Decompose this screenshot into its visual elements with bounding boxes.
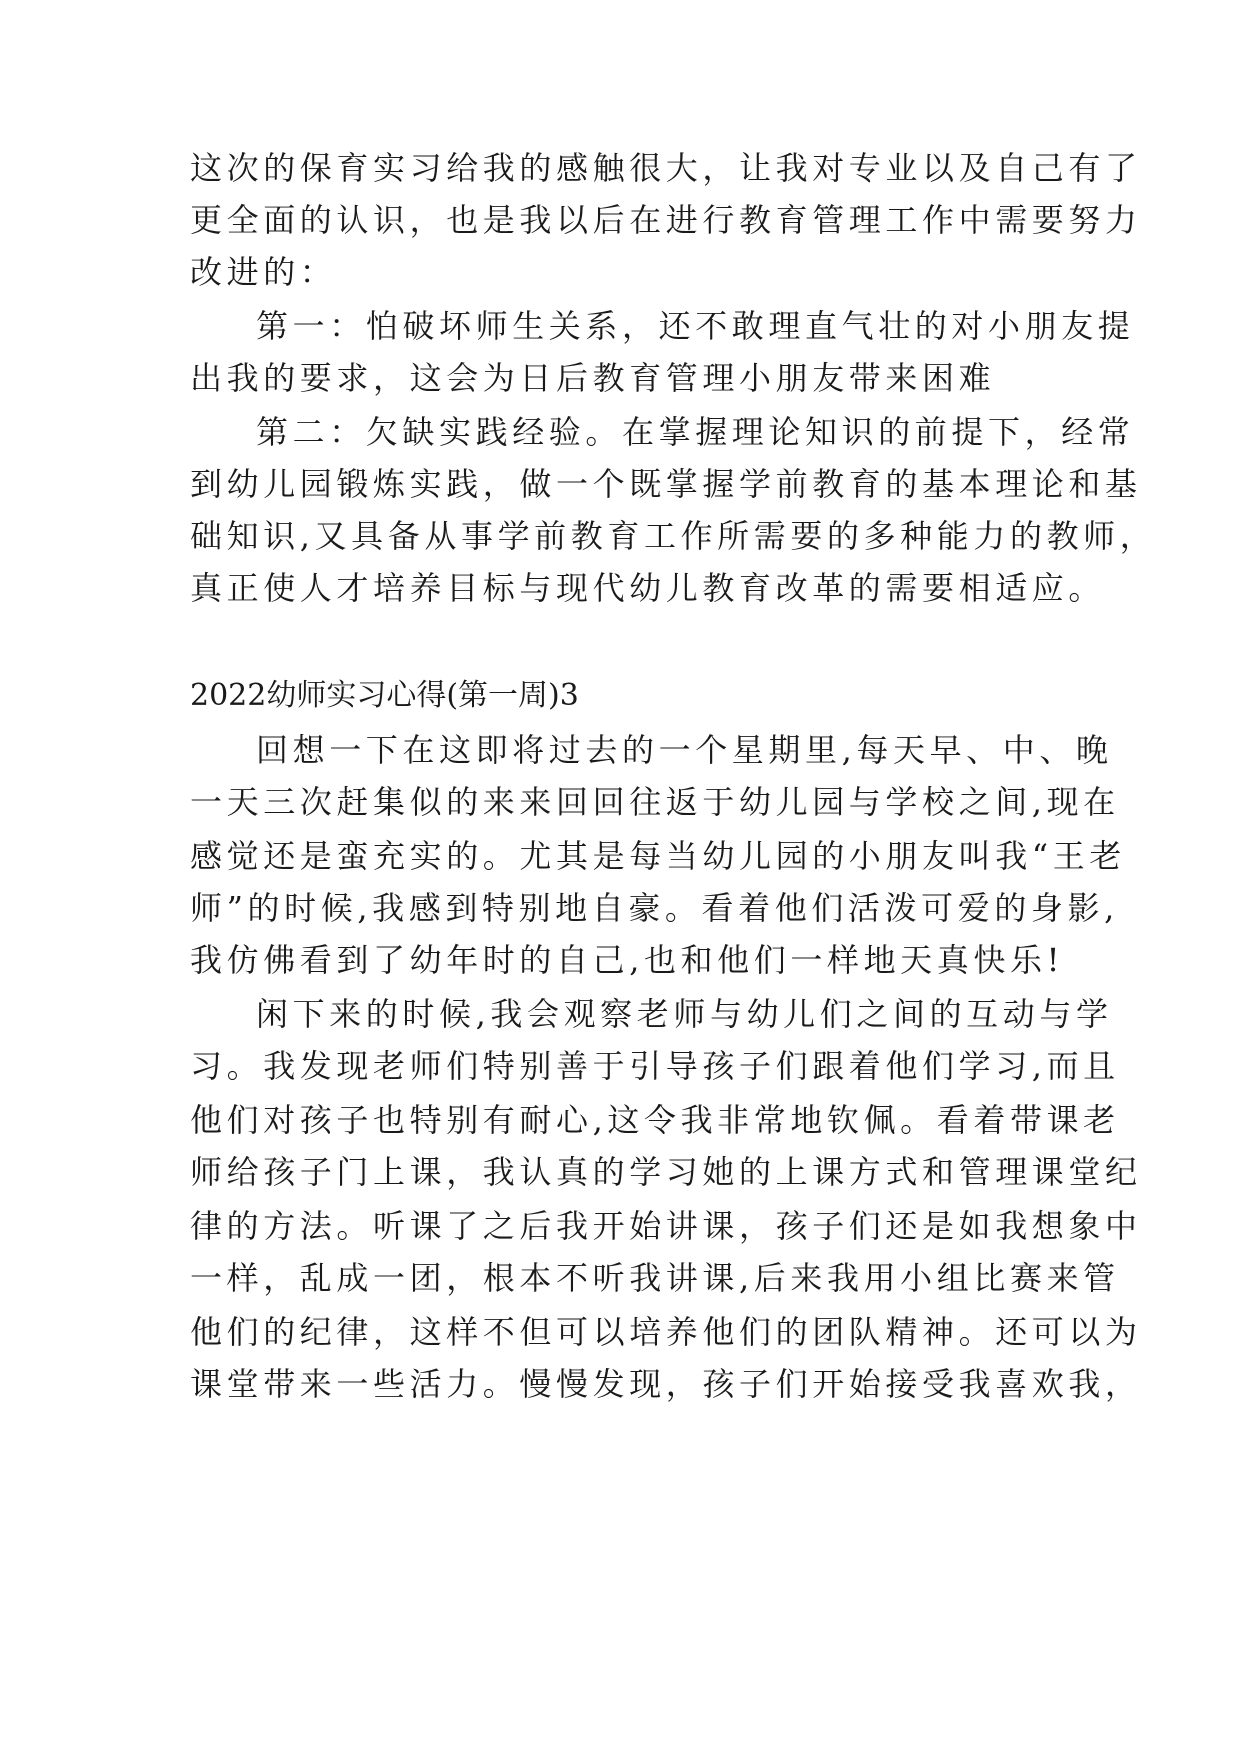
- intro-line-3: 改进的：: [190, 253, 337, 291]
- point1-line-1: 第一：怕破坏师生关系，还不敢理直气壮的对小朋友提: [256, 307, 1135, 345]
- para2-line-3: 他们对孩子也特别有耐心,这令我非常地钦佩。看着带课老: [190, 1101, 1120, 1139]
- point2-line-3: 础知识,又具备从事学前教育工作所需要的多种能力的教师，: [190, 517, 1157, 555]
- para2-line-4: 师给孩子门上课，我认真的学习她的上课方式和管理课堂纪: [190, 1153, 1142, 1191]
- intro-line-1: 这次的保育实习给我的感触很大，让我对专业以及自己有了: [190, 149, 1142, 187]
- para2-line-5: 律的方法。听课了之后我开始讲课，孩子们还是如我想象中: [190, 1207, 1142, 1245]
- para2-line-2: 习。我发现老师们特别善于引导孩子们跟着他们学习,而且: [190, 1047, 1120, 1085]
- para2-line-6: 一样，乱成一团，根本不听我讲课,后来我用小组比赛来管: [190, 1259, 1120, 1297]
- point2-line-1: 第二：欠缺实践经验。在掌握理论知识的前提下，经常: [256, 413, 1135, 451]
- para1-line-2: 一天三次赶集似的来来回回往返于幼儿园与学校之间,现在: [190, 783, 1120, 821]
- point1-line-2: 出我的要求，这会为日后教育管理小朋友带来困难: [190, 359, 996, 397]
- para1-line-1: 回想一下在这即将过去的一个星期里,每天早、中、晚: [256, 731, 1113, 769]
- para1-line-3: 感觉还是蛮充实的。尤其是每当幼儿园的小朋友叫我“王老: [190, 837, 1126, 875]
- section-heading: 2022幼师实习心得(第一周)3: [190, 678, 579, 713]
- para2-line-8: 课堂带来一些活力。慢慢发现，孩子们开始接受我喜欢我，: [190, 1365, 1142, 1403]
- para1-line-4: 师”的时候,我感到特别地自豪。看着他们活泼可爱的身影,: [190, 889, 1119, 927]
- intro-line-2: 更全面的认识，也是我以后在进行教育管理工作中需要努力: [190, 201, 1142, 239]
- point2-line-2: 到幼儿园锻炼实践，做一个既掌握学前教育的基本理论和基: [190, 465, 1142, 503]
- para1-line-5: 我仿佛看到了幼年时的自己,也和他们一样地天真快乐!: [190, 941, 1065, 979]
- point2-line-4: 真正使人才培养目标与现代幼儿教育改革的需要相适应。: [190, 569, 1106, 607]
- para2-line-7: 他们的纪律，这样不但可以培养他们的团队精神。还可以为: [190, 1313, 1142, 1351]
- para2-line-1: 闲下来的时候,我会观察老师与幼儿们之间的互动与学: [256, 995, 1113, 1033]
